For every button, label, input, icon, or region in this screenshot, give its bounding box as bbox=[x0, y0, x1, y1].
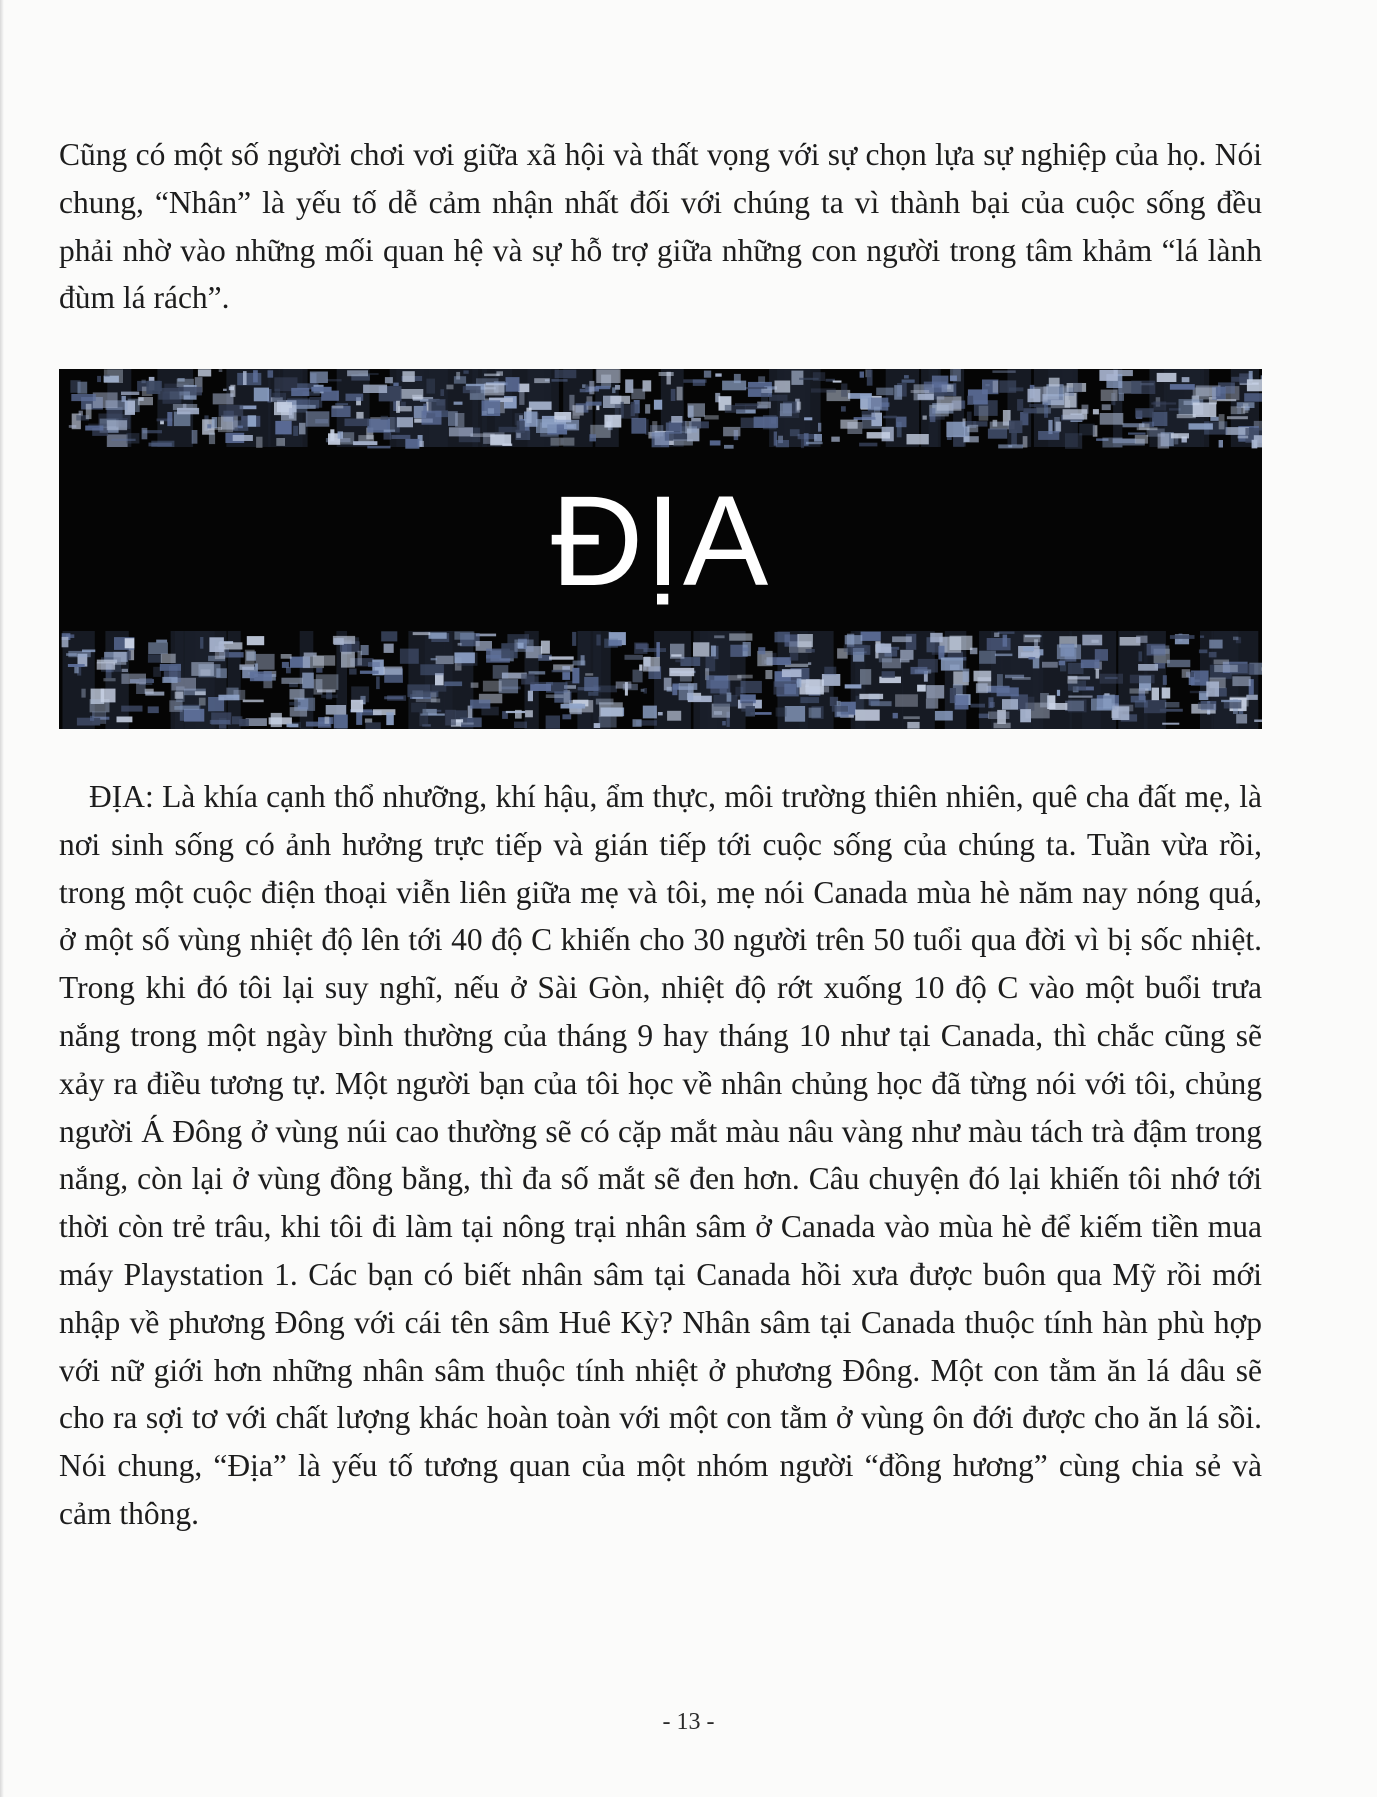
body-paragraph-nhan: Cũng có một số người chơi vơi giữa xã hội và thất vọng với sự chọn lựa sự nghiệp của họ. Nói chung, “Nhân” là yếu tố dễ cảm nhận nhất đối với chúng ta vì thành bại của cuộc sống đều phải nhờ vào những mối quan hệ và sự hỗ trợ giữa những con người trong tâm khảm “lá lành đùm lá rách”. bbox=[59, 137, 1262, 316]
page-left-edge bbox=[0, 0, 4, 1797]
section-banner-dia bbox=[59, 369, 1262, 729]
section-title: ĐỊA bbox=[550, 470, 771, 613]
body-paragraph-dia: ĐỊA: Là khía cạnh thổ nhưỡng, khí hậu, ẩm thực, môi trường thiên nhiên, quê cha đất mẹ, là nơi sinh sống có ảnh hưởng trực tiếp và gián tiếp tới cuộc sống của chúng ta. Tuần vừa rồi, trong một cuộc điện thoại viễn liên giữa mẹ và tôi, mẹ nói Canada mùa hè năm nay nóng quá, ở một số vùng nhiệt độ lên tới 40 độ C khiến cho 30 người trên 50 tuổi qua đời vì bị sốc nhiệt. Trong khi đó tôi lại suy nghĩ, nếu ở Sài Gòn, nhiệt độ rớt xuống 10 độ C vào một buổi trưa nắng trong một ngày bình thường của tháng 9 hay tháng 10 như tại Canada, thì chắc cũng sẽ xảy ra điều tương tự. Một người bạn của tôi học về nhân chủng học đã từng nói với tôi, chủng người Á Đông ở vùng núi cao thường sẽ có cặp mắt màu nâu vàng như màu tách trà đậm trong nắng, còn lại ở vùng đồng bằng, thì đa số mắt sẽ đen hơn. Câu chuyện đó lại khiến tôi nhớ tới thời còn trẻ trâu, khi tôi đi làm tại nông trại nhân sâm ở Canada vào mùa hè để kiếm tiền mua máy Playstation 1. Các bạn có biết nhân sâm tại Canada hồi xưa được buôn qua Mỹ rồi mới nhập về phương Đông với cái tên sâm Huê Kỳ? Nhân sâm tại Canada thuộc tính hàn phù hợp với nữ giới hơn những nhân sâm thuộc tính nhiệt ở phương Đông. Một con tằm ăn lá dâu sẽ cho ra sợi tơ với chất lượng khác hoàn toàn với một con tằm ở vùng ôn đới được cho ăn lá sồi. Nói chung, “Địa” là yếu tố tương quan của một nhóm người “đồng hương” cùng chia sẻ và cảm thông. bbox=[59, 779, 1262, 1531]
page-number: - 13 - bbox=[662, 1709, 715, 1735]
